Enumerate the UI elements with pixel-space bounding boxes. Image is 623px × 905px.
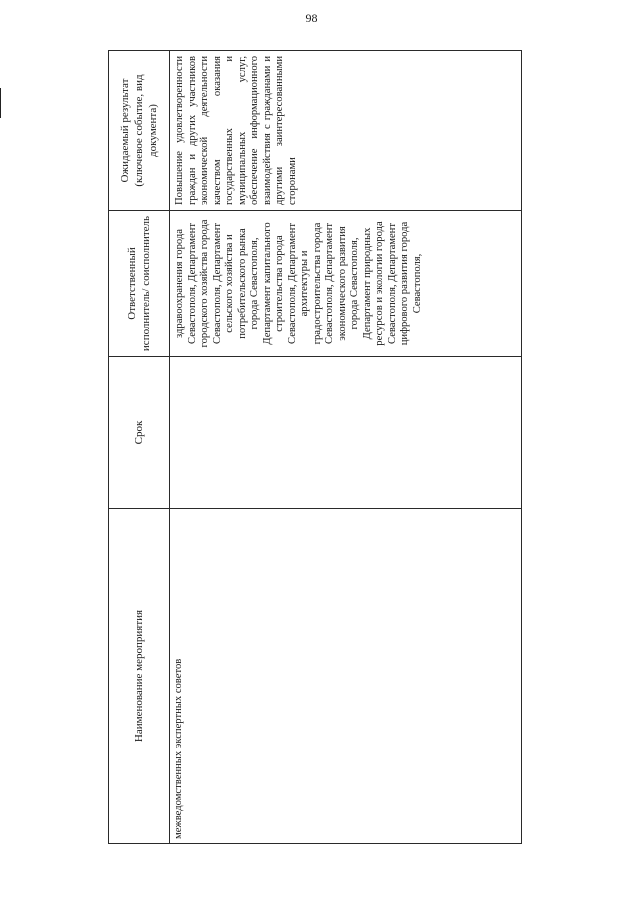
table-row <box>170 51 522 844</box>
cell-deadline <box>170 357 522 509</box>
page-number: 98 <box>305 11 318 25</box>
table-header-row <box>109 51 170 844</box>
header-name: Наименование мероприятия <box>109 509 170 844</box>
header-deadline: Срок <box>109 357 170 509</box>
cell-result: Повышение удовлетворенности граждан и других участников экономической деятельности качеством оказания государственных и муниципальных услуг, обеспечение информационного взаимодействия с гражданами и другими заинтересованными сторонами <box>170 51 522 211</box>
cell-executor: здравоохранения города Севастополя, Департамент городского хозяйства города Севастополя, Департамент сельского хозяйства и потребительского рынка города Севастополя, Департамент капитального строительства города Севастополя, Департамент архитектуры и градостроительства города Севастополя, Департамент экономического развития города Севастополя, Департамент природных ресурсов и экологии города Севастополя, Департамент цифрового развития города Севастополя, <box>170 211 522 357</box>
cell-name: межведомственных экспертных советов <box>170 509 522 844</box>
measures-table <box>108 50 522 844</box>
header-executor: Ответственный исполнитель/ соисполнитель <box>109 211 170 357</box>
header-result: Ожидаемый результат (ключевое событие, вид документа) <box>109 51 170 211</box>
rotated-table-container <box>108 51 522 844</box>
margin-mark <box>0 88 1 118</box>
